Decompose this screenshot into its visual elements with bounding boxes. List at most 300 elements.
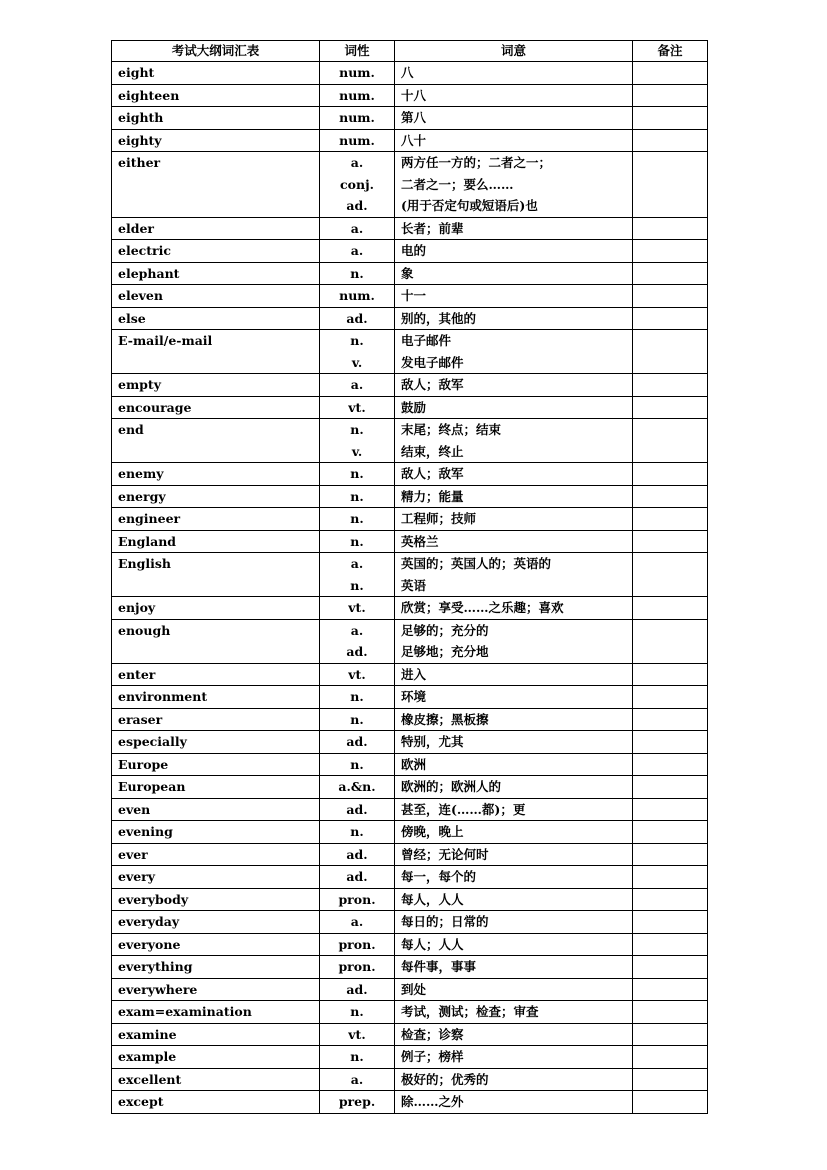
- table-row: [112, 62, 708, 85]
- vocabulary-table: [111, 40, 708, 1114]
- table-row: [112, 888, 708, 911]
- note-cell: [633, 330, 708, 374]
- part-of-speech: num.: [339, 87, 375, 103]
- meaning: 英语: [401, 577, 427, 593]
- table-row: [112, 419, 708, 463]
- meaning: 二者之一；要么……: [401, 176, 514, 192]
- table-row: [112, 240, 708, 263]
- meaning: 末尾；终点；结束: [401, 422, 502, 437]
- word-cell: enough: [112, 619, 320, 663]
- meaning: 敌人；敌军: [401, 377, 464, 392]
- meaning: 例子；榜样: [401, 1049, 464, 1064]
- meaning: 到处: [401, 981, 427, 997]
- note-cell: [633, 708, 708, 731]
- meaning: 英国的；英国人的；英语的: [401, 556, 552, 571]
- word-cell: examine: [112, 1023, 320, 1046]
- part-of-speech: ad.: [346, 310, 368, 326]
- part-of-speech: n.: [350, 488, 364, 504]
- meaning-cell: [395, 597, 633, 620]
- note-cell: [633, 866, 708, 889]
- word-cell: every: [112, 866, 320, 889]
- part-of-speech-cell: [320, 753, 395, 776]
- part-of-speech: ad.: [346, 644, 368, 659]
- word-cell: elder: [112, 217, 320, 240]
- part-of-speech-cell: [320, 62, 395, 85]
- meaning-cell: [395, 731, 633, 754]
- part-of-speech: n.: [350, 577, 364, 593]
- header-note: 备注: [633, 41, 708, 62]
- meaning-cell: [395, 107, 633, 130]
- table-row: [112, 686, 708, 709]
- meaning-cell: [395, 62, 633, 85]
- part-of-speech-cell: [320, 663, 395, 686]
- part-of-speech: pron.: [338, 936, 376, 952]
- note-cell: [633, 240, 708, 263]
- meaning-cell: [395, 262, 633, 285]
- table-row: [112, 619, 708, 663]
- table-row: [112, 485, 708, 508]
- note-cell: [633, 508, 708, 531]
- table-row: [112, 530, 708, 553]
- meaning-cell: [395, 1068, 633, 1091]
- word-cell: Europe: [112, 753, 320, 776]
- meaning-cell: [395, 956, 633, 979]
- part-of-speech-cell: [320, 217, 395, 240]
- meaning: 长者；前辈: [401, 220, 464, 236]
- note-cell: [633, 686, 708, 709]
- note-cell: [633, 911, 708, 934]
- table-row: [112, 107, 708, 130]
- meaning-cell: [395, 129, 633, 152]
- table-row: [112, 911, 708, 934]
- meaning: 特别，尤其: [401, 734, 464, 749]
- word-cell: encourage: [112, 396, 320, 419]
- table-row: [112, 129, 708, 152]
- note-cell: [633, 419, 708, 463]
- meaning: 傍晚，晚上: [401, 824, 464, 839]
- meaning-cell: [395, 1001, 633, 1024]
- part-of-speech: n.: [350, 533, 364, 549]
- note-cell: [633, 956, 708, 979]
- meaning: 结束，终止: [401, 443, 464, 459]
- table-row: [112, 866, 708, 889]
- note-cell: [633, 374, 708, 397]
- meaning-cell: [395, 84, 633, 107]
- meaning: 每人，人人: [401, 891, 464, 907]
- part-of-speech-cell: [320, 463, 395, 486]
- meaning-cell: [395, 307, 633, 330]
- meaning: 极好的；优秀的: [401, 1071, 489, 1087]
- part-of-speech-cell: [320, 240, 395, 263]
- part-of-speech-cell: [320, 686, 395, 709]
- word-cell: end: [112, 419, 320, 463]
- word-cell: European: [112, 776, 320, 799]
- meaning: 敌人；敌军: [401, 466, 464, 481]
- table-row: [112, 262, 708, 285]
- part-of-speech: a.: [350, 1071, 364, 1087]
- part-of-speech-cell: [320, 508, 395, 531]
- part-of-speech-cell: [320, 129, 395, 152]
- note-cell: [633, 262, 708, 285]
- part-of-speech-cell: [320, 731, 395, 754]
- meaning: 甚至，连(……都)；更: [401, 801, 526, 817]
- meaning: 足够地；充分地: [401, 644, 489, 659]
- part-of-speech-cell: [320, 776, 395, 799]
- table-row: [112, 152, 708, 218]
- meaning-cell: [395, 888, 633, 911]
- meaning: 十八: [401, 87, 427, 103]
- word-cell: enter: [112, 663, 320, 686]
- note-cell: [633, 753, 708, 776]
- part-of-speech: ad.: [346, 981, 368, 997]
- part-of-speech: num.: [339, 110, 375, 125]
- note-cell: [633, 888, 708, 911]
- meaning-cell: [395, 933, 633, 956]
- note-cell: [633, 152, 708, 218]
- part-of-speech: a.: [350, 622, 364, 638]
- meaning-cell: [395, 508, 633, 531]
- meaning-cell: [395, 798, 633, 821]
- part-of-speech: vt.: [348, 399, 366, 415]
- note-cell: [633, 285, 708, 308]
- note-cell: [633, 530, 708, 553]
- part-of-speech: a.: [350, 243, 364, 258]
- word-cell: else: [112, 307, 320, 330]
- part-of-speech: ad.: [346, 734, 368, 749]
- meaning: 每一，每个的: [401, 869, 477, 884]
- part-of-speech: v.: [351, 443, 363, 459]
- table-row: [112, 1091, 708, 1114]
- meaning: 每人；人人: [401, 936, 464, 952]
- word-cell: eighty: [112, 129, 320, 152]
- meaning-cell: [395, 1023, 633, 1046]
- table-row: [112, 84, 708, 107]
- meaning: 英格兰: [401, 533, 439, 549]
- part-of-speech: v.: [351, 354, 363, 370]
- part-of-speech-cell: [320, 107, 395, 130]
- meaning-cell: [395, 619, 633, 663]
- header-part-of-speech: 词性: [320, 41, 395, 62]
- table-row: [112, 1023, 708, 1046]
- word-cell: energy: [112, 485, 320, 508]
- note-cell: [633, 107, 708, 130]
- part-of-speech-cell: [320, 821, 395, 844]
- part-of-speech-cell: [320, 84, 395, 107]
- meaning-cell: [395, 240, 633, 263]
- table-row: [112, 597, 708, 620]
- note-cell: [633, 776, 708, 799]
- meaning: 每日的；日常的: [401, 914, 489, 929]
- part-of-speech: n.: [350, 1049, 364, 1064]
- part-of-speech: a.: [350, 556, 364, 571]
- part-of-speech: n.: [350, 824, 364, 839]
- meaning: 欣赏；享受……之乐趣；喜欢: [401, 600, 564, 615]
- note-cell: [633, 1091, 708, 1114]
- meaning: 八十: [401, 132, 427, 148]
- part-of-speech: a.: [350, 914, 364, 929]
- note-cell: [633, 217, 708, 240]
- table-row: [112, 663, 708, 686]
- meaning-cell: [395, 553, 633, 597]
- word-cell: evening: [112, 821, 320, 844]
- note-cell: [633, 84, 708, 107]
- meaning-cell: [395, 821, 633, 844]
- part-of-speech: n.: [350, 422, 364, 437]
- table-row: [112, 508, 708, 531]
- meaning: 橡皮擦；黑板擦: [401, 711, 489, 727]
- table-row: [112, 753, 708, 776]
- part-of-speech: a.: [350, 377, 364, 392]
- part-of-speech-cell: [320, 956, 395, 979]
- part-of-speech-cell: [320, 1001, 395, 1024]
- note-cell: [633, 798, 708, 821]
- table-row: [112, 330, 708, 374]
- part-of-speech: prep.: [338, 1094, 376, 1109]
- part-of-speech: n.: [350, 689, 364, 704]
- meaning: 欧洲: [401, 756, 427, 772]
- word-cell: everyday: [112, 911, 320, 934]
- meaning-cell: [395, 866, 633, 889]
- note-cell: [633, 1068, 708, 1091]
- meaning-cell: [395, 686, 633, 709]
- meaning: 发电子邮件: [401, 354, 464, 370]
- part-of-speech: num.: [339, 132, 375, 148]
- meaning-cell: [395, 285, 633, 308]
- word-cell: even: [112, 798, 320, 821]
- note-cell: [633, 731, 708, 754]
- part-of-speech-cell: [320, 911, 395, 934]
- part-of-speech-cell: [320, 285, 395, 308]
- meaning-cell: [395, 708, 633, 731]
- part-of-speech-cell: [320, 866, 395, 889]
- part-of-speech-cell: [320, 530, 395, 553]
- meaning-cell: [395, 776, 633, 799]
- meaning: 第八: [401, 110, 427, 125]
- meaning-cell: [395, 217, 633, 240]
- meaning: 电子邮件: [401, 333, 452, 348]
- word-cell: environment: [112, 686, 320, 709]
- word-cell: eraser: [112, 708, 320, 731]
- meaning: 象: [401, 265, 414, 281]
- part-of-speech: a.&n.: [338, 779, 376, 794]
- word-cell: enemy: [112, 463, 320, 486]
- note-cell: [633, 1046, 708, 1069]
- note-cell: [633, 619, 708, 663]
- part-of-speech: ad.: [346, 869, 368, 884]
- word-cell: elephant: [112, 262, 320, 285]
- meaning-cell: [395, 419, 633, 463]
- part-of-speech-cell: [320, 330, 395, 374]
- word-cell: England: [112, 530, 320, 553]
- part-of-speech: vt.: [348, 666, 366, 682]
- word-cell: either: [112, 152, 320, 218]
- part-of-speech: num.: [339, 65, 375, 80]
- word-cell: everybody: [112, 888, 320, 911]
- note-cell: [633, 843, 708, 866]
- part-of-speech: pron.: [338, 959, 376, 974]
- meaning-cell: [395, 1046, 633, 1069]
- meaning-cell: [395, 978, 633, 1001]
- part-of-speech: pron.: [338, 891, 376, 907]
- table-row: [112, 956, 708, 979]
- note-cell: [633, 597, 708, 620]
- word-cell: especially: [112, 731, 320, 754]
- meaning: 欧洲的；欧洲人的: [401, 779, 502, 794]
- table-row: [112, 396, 708, 419]
- meaning: 工程师；技师: [401, 511, 477, 526]
- part-of-speech-cell: [320, 1023, 395, 1046]
- table-row: [112, 1001, 708, 1024]
- meaning-cell: [395, 485, 633, 508]
- word-cell: everything: [112, 956, 320, 979]
- meaning-cell: [395, 1091, 633, 1114]
- word-cell: empty: [112, 374, 320, 397]
- part-of-speech: n.: [350, 756, 364, 772]
- meaning: (用于否定句或短语后)也: [401, 198, 538, 213]
- part-of-speech: n.: [350, 711, 364, 727]
- part-of-speech-cell: [320, 619, 395, 663]
- part-of-speech: vt.: [348, 600, 366, 615]
- meaning-cell: [395, 396, 633, 419]
- table-row: [112, 1046, 708, 1069]
- note-cell: [633, 62, 708, 85]
- word-cell: eighth: [112, 107, 320, 130]
- part-of-speech-cell: [320, 396, 395, 419]
- meaning-cell: [395, 663, 633, 686]
- note-cell: [633, 463, 708, 486]
- part-of-speech-cell: [320, 262, 395, 285]
- meaning-cell: [395, 753, 633, 776]
- table-row: [112, 307, 708, 330]
- part-of-speech: vt.: [348, 1026, 366, 1042]
- word-cell: electric: [112, 240, 320, 263]
- note-cell: [633, 821, 708, 844]
- part-of-speech-cell: [320, 419, 395, 463]
- table-row: [112, 821, 708, 844]
- meaning: 环境: [401, 689, 427, 704]
- note-cell: [633, 933, 708, 956]
- part-of-speech: a.: [350, 155, 364, 170]
- word-cell: exam=examination: [112, 1001, 320, 1024]
- part-of-speech-cell: [320, 374, 395, 397]
- meaning: 八: [401, 65, 414, 80]
- meaning: 电的: [401, 243, 427, 258]
- word-cell: E-mail/e-mail: [112, 330, 320, 374]
- word-cell: except: [112, 1091, 320, 1114]
- part-of-speech: ad.: [346, 198, 368, 213]
- meaning: 每件事，事事: [401, 959, 477, 974]
- word-cell: example: [112, 1046, 320, 1069]
- part-of-speech: ad.: [346, 801, 368, 817]
- table-row: [112, 731, 708, 754]
- part-of-speech-cell: [320, 843, 395, 866]
- part-of-speech: n.: [350, 1004, 364, 1019]
- part-of-speech: num.: [339, 288, 375, 303]
- meaning: 别的，其他的: [401, 310, 477, 326]
- meaning: 考试，测试；检查；审查: [401, 1004, 539, 1019]
- part-of-speech: conj.: [340, 176, 374, 192]
- table-row: [112, 374, 708, 397]
- part-of-speech-cell: [320, 553, 395, 597]
- meaning-cell: [395, 374, 633, 397]
- word-cell: English: [112, 553, 320, 597]
- part-of-speech: n.: [350, 466, 364, 481]
- table-row: [112, 553, 708, 597]
- word-cell: excellent: [112, 1068, 320, 1091]
- part-of-speech-cell: [320, 888, 395, 911]
- meaning: 鼓励: [401, 399, 427, 415]
- meaning-cell: [395, 152, 633, 218]
- note-cell: [633, 307, 708, 330]
- meaning-cell: [395, 463, 633, 486]
- note-cell: [633, 396, 708, 419]
- note-cell: [633, 553, 708, 597]
- part-of-speech: n.: [350, 333, 364, 348]
- meaning-cell: [395, 530, 633, 553]
- meaning: 检查；诊察: [401, 1026, 464, 1042]
- part-of-speech-cell: [320, 485, 395, 508]
- note-cell: [633, 1023, 708, 1046]
- word-cell: engineer: [112, 508, 320, 531]
- meaning: 曾经；无论何时: [401, 846, 489, 862]
- part-of-speech-cell: [320, 1068, 395, 1091]
- part-of-speech: a.: [350, 220, 364, 236]
- table-row: [112, 217, 708, 240]
- meaning-cell: [395, 911, 633, 934]
- table-row: [112, 933, 708, 956]
- table-row: [112, 463, 708, 486]
- table-row: [112, 1068, 708, 1091]
- note-cell: [633, 485, 708, 508]
- word-cell: eighteen: [112, 84, 320, 107]
- table-row: [112, 776, 708, 799]
- meaning: 除……之外: [401, 1094, 464, 1109]
- table-row: [112, 285, 708, 308]
- part-of-speech: n.: [350, 511, 364, 526]
- meaning: 足够的；充分的: [401, 622, 489, 638]
- part-of-speech-cell: [320, 708, 395, 731]
- part-of-speech-cell: [320, 933, 395, 956]
- word-cell: ever: [112, 843, 320, 866]
- note-cell: [633, 978, 708, 1001]
- table-row: [112, 843, 708, 866]
- note-cell: [633, 129, 708, 152]
- word-cell: enjoy: [112, 597, 320, 620]
- meaning: 两方任一方的；二者之一；: [401, 155, 552, 170]
- meaning: 十一: [401, 288, 427, 303]
- part-of-speech-cell: [320, 798, 395, 821]
- table-row: [112, 708, 708, 731]
- word-cell: everywhere: [112, 978, 320, 1001]
- note-cell: [633, 1001, 708, 1024]
- meaning-cell: [395, 843, 633, 866]
- header-meaning: 词意: [395, 41, 633, 62]
- meaning-cell: [395, 330, 633, 374]
- header-word: 考试大纲词汇表: [112, 41, 320, 62]
- part-of-speech-cell: [320, 152, 395, 218]
- vocabulary-rows: [112, 62, 708, 1114]
- meaning: 进入: [401, 666, 427, 682]
- part-of-speech-cell: [320, 307, 395, 330]
- word-cell: eight: [112, 62, 320, 85]
- part-of-speech-cell: [320, 978, 395, 1001]
- part-of-speech: n.: [350, 265, 364, 281]
- header-row: [112, 41, 708, 62]
- part-of-speech: ad.: [346, 846, 368, 862]
- meaning: 精力；能量: [401, 488, 464, 504]
- note-cell: [633, 663, 708, 686]
- part-of-speech-cell: [320, 597, 395, 620]
